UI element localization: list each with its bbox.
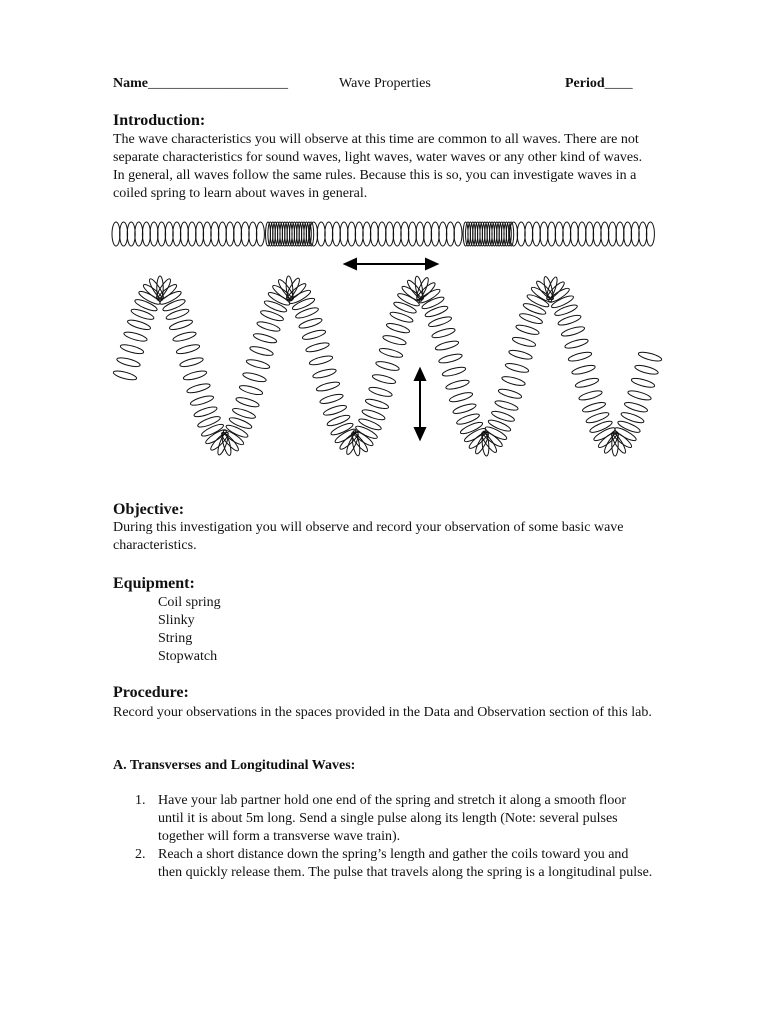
spring-coil [253,332,278,345]
spring-coil [456,412,481,426]
spring-coil [498,387,523,400]
spring-coil [246,358,271,370]
introduction-text: The wave characteristics you will observe at this time are common to all waves. There are not separate characteristics for sound waves, light waves, water waves or any other kind of waves. In general, all waves follow the same rules. Because this is so, you can investigate waves in a coiled spring to learn about waves in general. [113,132,643,201]
spring-coil [312,367,337,379]
spring-coil [298,317,323,330]
spring-coil [241,222,249,246]
spring-coil [586,222,594,246]
spring-coil [564,337,589,350]
spring-coil [130,307,155,321]
spring-coil [375,360,400,372]
equipment-heading: Equipment: [113,575,195,592]
spring-coil [431,222,439,246]
spring-coil [639,222,647,246]
spring-coil [120,222,128,246]
spring-coil [570,222,578,246]
spring-coil [438,352,463,364]
spring-coil [454,222,462,246]
spring-coil [165,222,173,246]
spring-coil [332,222,340,246]
spring-coil [646,222,654,246]
spring-coil [172,330,197,343]
equipment-item: Slinky [158,613,195,628]
spring-coil [190,394,215,407]
spring-coil [239,384,264,397]
spring-coil [568,350,593,362]
period-blank: ____ [604,76,633,91]
spring-coil [515,323,540,336]
spring-coil [196,222,204,246]
spring-figure [0,0,768,480]
spring-coil [123,330,148,343]
spring-coil [578,222,586,246]
spring-coil [188,222,196,246]
equipment-item: String [158,631,193,646]
spring-coil [616,222,624,246]
spring-coil [442,365,467,377]
page-title: Wave Properties [339,76,431,91]
spring-coil [487,418,512,433]
spring-coil [368,386,393,399]
spring-coil [494,399,519,412]
spring-coil [180,222,188,246]
list-item [113,846,653,882]
spring-coil [418,287,442,305]
procedure-text: Record your observations in the spaces provided in the Data and Observation section of this lab. [113,705,652,720]
name-blank: ____________________ [148,76,288,91]
spring-coil [517,222,525,246]
spring-coil [424,304,449,318]
spring-coil [393,222,401,246]
spring-coil [249,222,257,246]
spring-coil [372,373,397,385]
spring-coil [370,222,378,246]
spring-coil [120,343,145,355]
spring-coil [127,318,152,331]
spring-coil [563,222,571,246]
longitudinal-spring-diagram [112,222,654,246]
spring-coil [142,222,150,246]
spring-coil [449,391,474,404]
spring-coil [508,349,533,361]
spring-coil [501,375,526,387]
spring-coil [631,377,656,389]
spring-coil [386,222,394,246]
spring-coil [379,347,404,359]
spring-coil [575,377,600,389]
spring-coil [169,318,194,331]
spring-coil [555,222,563,246]
spring-coil [593,222,601,246]
spring-coil [548,222,556,246]
spring-coil [435,339,460,352]
spring-coil [150,222,158,246]
spring-coil [608,222,616,246]
spring-coil [620,411,645,425]
spring-coil [445,378,470,391]
spring-coil [428,315,453,328]
spring-coil [234,222,242,246]
spring-coil [431,327,456,340]
spring-coil [256,320,281,333]
equipment-item: Coil spring [158,595,221,610]
spring-coil [179,356,204,368]
spring-coil [302,328,327,341]
objective-heading: Objective: [113,501,185,518]
spring-coil [424,222,432,246]
spring-coil [176,343,201,355]
spring-coil [571,364,596,376]
spring-coil [578,389,603,402]
spring-coil [235,396,260,409]
spring-coil [416,222,424,246]
spring-coil [319,392,344,405]
spring-coil [624,401,649,414]
spring-coil [158,222,166,246]
equipment-item: Stopwatch [158,649,218,664]
equipment-list [158,594,221,666]
spring-coil [340,222,348,246]
spring-coil [222,428,246,447]
spring-coil [638,350,663,362]
spring-coil [317,222,325,246]
spring-coil [446,222,454,246]
spring-coil [334,427,358,445]
spring-coil [183,369,208,381]
spring-coil [601,222,609,246]
step-text: Have your lab partner hold one end of the spring and stretch it along a smooth floor until it is about 5m long. Send a single pulse along its length (Note: several pulses together will form a transverse wave train). [158,793,627,844]
spring-coil [532,222,540,246]
procedure-steps [113,792,653,882]
list-item [113,792,653,846]
step-number: 1. [135,793,146,808]
procedure-heading: Procedure: [113,684,189,701]
spring-coil [316,380,341,393]
step-number: 2. [135,847,146,862]
spring-coil [165,307,190,321]
spring-coil [127,222,135,246]
spring-coil [627,389,652,402]
spring-coil [323,404,348,417]
spring-coil [561,325,586,338]
transverse-spring-diagram [113,276,663,457]
spring-coil [203,222,211,246]
section-a-title: A. Transverses and Longitudinal Waves: [113,758,356,773]
vertical-double-arrow [415,369,425,439]
spring-coil [439,222,447,246]
horizontal-double-arrow [345,259,437,269]
step-text: Reach a short distance down the spring’s length and gather the coils toward you and then quickly release them. The pulse that travels along the spring is a longitudinal pulse. [158,847,653,880]
spring-coil [624,222,632,246]
spring-coil [263,299,288,314]
spring-coil [305,341,330,354]
spring-coil [309,354,334,366]
spring-coil [525,222,533,246]
spring-coil [218,222,226,246]
spring-coil [326,413,351,427]
spring-coil [186,382,211,395]
name-label: Name [113,76,148,91]
spring-coil [452,402,477,415]
spring-coil [401,222,409,246]
spring-coil [256,222,264,246]
spring-coil [242,371,267,383]
spring-coil [386,322,411,335]
spring-coil [325,222,333,246]
spring-coil [408,222,416,246]
spring-coil [135,222,143,246]
spring-coil [116,356,141,368]
spring-coil [634,364,659,376]
spring-coil [173,222,181,246]
spring-coil [226,222,234,246]
objective-text: During this investigation you will observe and record your observation of some basic wave characteristics. [113,520,624,553]
spring-coil [382,334,407,347]
spring-coil [378,222,386,246]
spring-coil [113,369,138,381]
spring-coil [582,401,607,414]
spring-coil [260,309,285,323]
spring-coil [211,222,219,246]
spring-coil [355,222,363,246]
spring-coil [363,222,371,246]
spring-coil [365,397,390,410]
spring-coil [295,306,320,320]
spring-coil [491,409,516,423]
spring-coil [249,345,274,357]
spring-coil [505,362,530,374]
spring-coil [112,222,120,246]
spring-coil [540,222,548,246]
spring-coil [585,411,610,425]
period-label: Period [565,76,605,91]
spring-coil [348,222,356,246]
introduction-heading: Introduction: [113,112,206,129]
spring-coil [631,222,639,246]
spring-coil [530,285,554,304]
spring-coil [512,336,537,349]
